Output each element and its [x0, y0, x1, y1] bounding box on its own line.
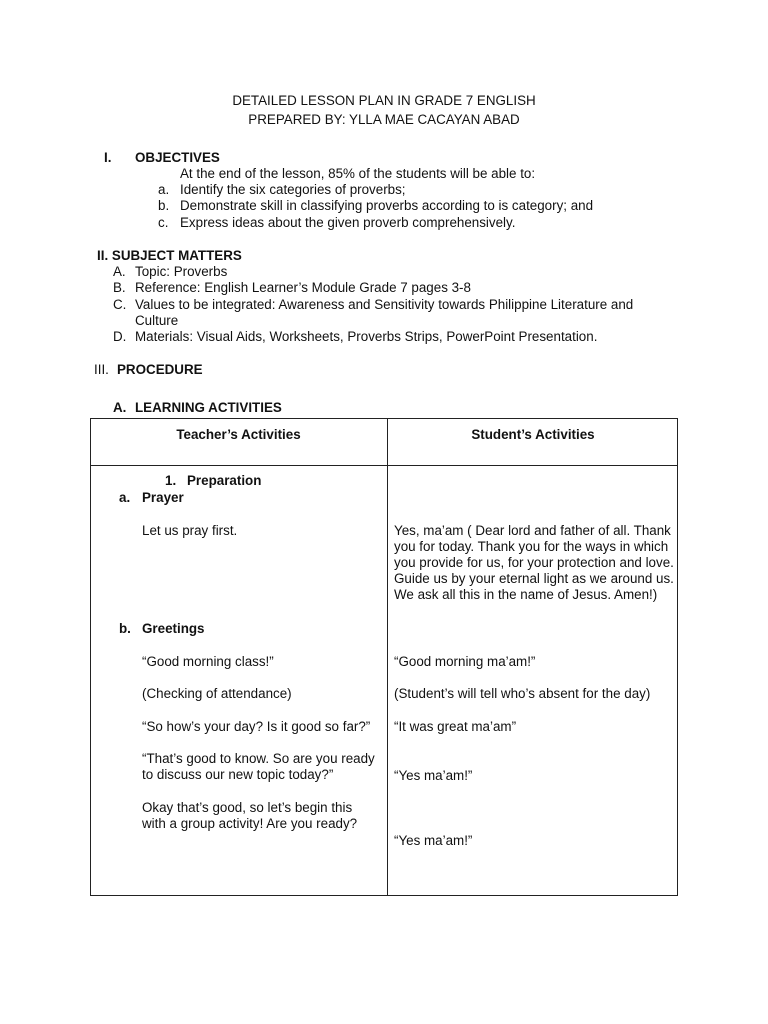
student-line-yes-1: “Yes ma’am!”: [394, 768, 473, 783]
subject-letter-a: A.: [113, 264, 126, 279]
objective-letter-c: c.: [158, 215, 169, 230]
subject-item-reference: Reference: English Learner’s Module Grade 7 pages 3-8: [135, 280, 471, 295]
subject-item-topic: Topic: Proverbs: [135, 264, 228, 279]
objective-letter-a: a.: [158, 182, 170, 197]
objective-item-a: Identify the six categories of proverbs;: [180, 182, 406, 197]
preparation-number: 1.: [165, 473, 177, 488]
objective-item-c: Express ideas about the given proverb comprehensively.: [180, 215, 516, 230]
table-header-divider: [90, 465, 678, 466]
prayer-heading: Prayer: [142, 490, 184, 505]
table-column-divider: [387, 418, 388, 896]
student-activities-header: Student’s Activities: [471, 427, 595, 442]
subject-item-materials: Materials: Visual Aids, Worksheets, Proverbs Strips, PowerPoint Presentation.: [135, 329, 598, 344]
teacher-line-group-activity: Okay that’s good, so let’s begin this with a group activity! Are you ready?: [142, 800, 358, 831]
procedure-numeral: III.: [94, 362, 109, 377]
prayer-letter: a.: [119, 490, 131, 505]
teacher-line-how-day: “So how’s your day? Is it good so far?”: [142, 719, 371, 734]
subject-letter-d: D.: [113, 329, 127, 344]
subject-letter-c: C.: [113, 297, 127, 312]
student-line-great: “It was great ma’am”: [394, 719, 517, 734]
teacher-line-new-topic: “That’s good to know. So are you ready to discuss our new topic today?”: [142, 751, 375, 782]
objectives-heading: OBJECTIVES: [135, 150, 220, 165]
objective-letter-b: b.: [158, 198, 170, 213]
student-line-yes-2: “Yes ma’am!”: [394, 833, 473, 848]
subject-item-values: Values to be integrated: Awareness and Sensitivity towards Philippine Literature and Culture: [135, 297, 634, 328]
subject-letter-b: B.: [113, 280, 126, 295]
objective-item-b: Demonstrate skill in classifying proverbs according to is category; and: [180, 198, 594, 213]
learning-activities-heading: LEARNING ACTIVITIES: [135, 400, 282, 415]
objectives-numeral: I.: [104, 150, 112, 165]
student-line-prayer: Yes, ma’am ( Dear lord and father of all. Thank you for today. Thank you for the ways in which you provide for us, for your protection and love. Guide us by your eternal light as we around us. We ask all this in the name of Jesus. Amen!): [394, 523, 674, 602]
teacher-activities-header: Teacher’s Activities: [176, 427, 301, 442]
teacher-line-attendance: (Checking of attendance): [142, 686, 292, 701]
teacher-line-pray: Let us pray first.: [142, 523, 238, 538]
document-title: DETAILED LESSON PLAN IN GRADE 7 ENGLISH: [232, 93, 536, 108]
prepared-by: PREPARED BY: YLLA MAE CACAYAN ABAD: [248, 112, 520, 127]
procedure-heading: PROCEDURE: [117, 362, 203, 377]
learning-activities-letter: A.: [113, 400, 127, 415]
subject-matters-heading: II. SUBJECT MATTERS: [97, 248, 242, 263]
objectives-intro: At the end of the lesson, 85% of the students will be able to:: [180, 166, 536, 181]
teacher-line-good-morning: “Good morning class!”: [142, 654, 274, 669]
preparation-heading: Preparation: [187, 473, 262, 488]
greetings-letter: b.: [119, 621, 131, 636]
student-line-good-morning: “Good morning ma’am!”: [394, 654, 536, 669]
greetings-heading: Greetings: [142, 621, 205, 636]
student-line-absent: (Student’s will tell who’s absent for the day): [394, 686, 651, 701]
